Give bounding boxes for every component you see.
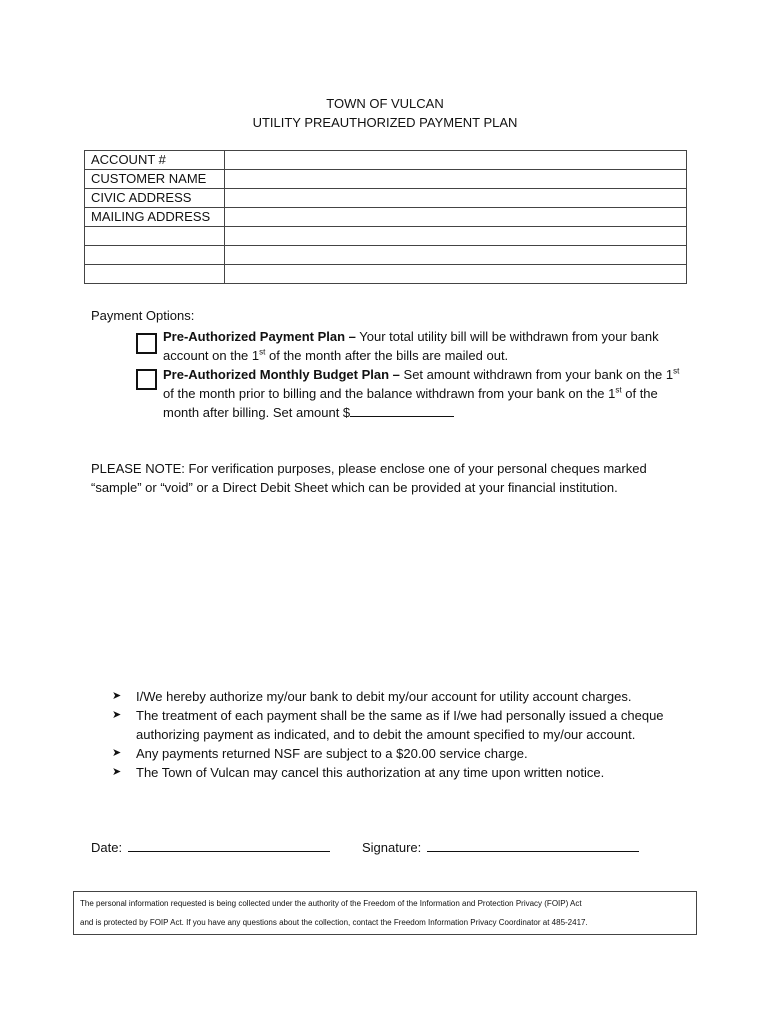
term-text: The Town of Vulcan may cancel this authorization at any time upon written notice.	[136, 765, 605, 780]
table-row	[85, 151, 687, 170]
monthly-budget-plan-checkbox[interactable]	[136, 369, 157, 390]
row-label-account: ACCOUNT #	[85, 151, 225, 170]
foip-notice-box	[73, 891, 697, 935]
foip-notice-line: The personal information requested is being collected under the authority of the Freedom of the Information and Protection Privacy (FOIP) Act	[80, 899, 582, 908]
row-label-customer-name: CUSTOMER NAME	[85, 170, 225, 189]
account-info-table	[84, 150, 687, 284]
signature-row	[362, 838, 639, 855]
authorization-terms-list	[112, 687, 692, 782]
table-row	[85, 246, 687, 265]
term-text: I/We hereby authorize my/our bank to debit my/our account for utility account charges.	[136, 689, 632, 704]
customer-name-field[interactable]	[225, 170, 687, 189]
option-text: of the month after billing. Set amount $	[163, 386, 658, 420]
date-field[interactable]	[128, 838, 330, 852]
table-row	[85, 170, 687, 189]
arrow-bullet-icon: ➤	[112, 690, 122, 702]
row-label-blank	[85, 265, 225, 284]
date-label: Date:	[91, 840, 123, 855]
arrow-bullet-icon: ➤	[112, 747, 122, 759]
mailing-address-line-2-field[interactable]	[225, 227, 687, 246]
mailing-address-field[interactable]	[225, 208, 687, 227]
term-text: Any payments returned NSF are subject to a $20.00 service charge.	[136, 746, 528, 761]
account-number-field[interactable]	[225, 151, 687, 170]
option-text: of the month prior to billing and the balance withdrawn from your bank on the 1	[163, 386, 616, 401]
table-row	[85, 265, 687, 284]
set-amount-field[interactable]	[350, 404, 454, 417]
mailing-address-line-4-field[interactable]	[225, 265, 687, 284]
term-text: The treatment of each payment shall be the same as if I/we had personally issued a cheque authorizing payment as indicated, and to debit the amount specified to my/our account.	[136, 708, 664, 742]
row-label-mailing-address: MAILING ADDRESS	[85, 208, 225, 227]
civic-address-field[interactable]	[225, 189, 687, 208]
list-item	[112, 763, 692, 782]
list-item	[112, 687, 692, 706]
form-title-town: TOWN OF VULCAN	[326, 96, 444, 111]
option-title: Pre-Authorized Payment Plan –	[163, 329, 356, 344]
table-row	[85, 189, 687, 208]
table-row	[85, 227, 687, 246]
signature-label: Signature:	[362, 840, 422, 855]
please-note-text: PLEASE NOTE: For verification purposes, please enclose one of your personal cheques marked “sample” or “void” or a Direct Debit Sheet which can be provided at your financial institution.	[91, 461, 647, 495]
mailing-address-line-3-field[interactable]	[225, 246, 687, 265]
payment-options-heading: Payment Options:	[91, 308, 195, 323]
ordinal-suffix: st	[615, 385, 622, 395]
arrow-bullet-icon: ➤	[112, 766, 122, 778]
option-text: Set amount withdrawn from your bank on the 1	[399, 367, 674, 382]
option-pre-authorized-payment	[163, 327, 683, 365]
option-text: of the month after the bills are mailed out.	[265, 348, 509, 363]
foip-notice-line: and is protected by FOIP Act. If you have any questions about the collection, contact the Freedom Information Privacy Coordinator at 485-2417.	[80, 918, 588, 927]
ordinal-suffix: st	[673, 366, 680, 376]
ordinal-suffix: st	[259, 347, 266, 357]
list-item	[112, 706, 692, 744]
pre-authorized-payment-checkbox[interactable]	[136, 333, 157, 354]
signature-field[interactable]	[427, 838, 639, 852]
form-title-plan: UTILITY PREAUTHORIZED PAYMENT PLAN	[252, 115, 518, 130]
list-item	[112, 744, 692, 763]
option-monthly-budget-plan	[163, 365, 683, 422]
row-label-civic-address: CIVIC ADDRESS	[85, 189, 225, 208]
table-row	[85, 208, 687, 227]
option-title: Pre-Authorized Monthly Budget Plan –	[163, 367, 400, 382]
date-row	[91, 838, 330, 855]
option-text: Your total utility bill will be withdrawn from your bank account on the 1	[163, 329, 659, 363]
row-label-blank	[85, 246, 225, 265]
arrow-bullet-icon: ➤	[112, 709, 122, 721]
row-label-blank	[85, 227, 225, 246]
